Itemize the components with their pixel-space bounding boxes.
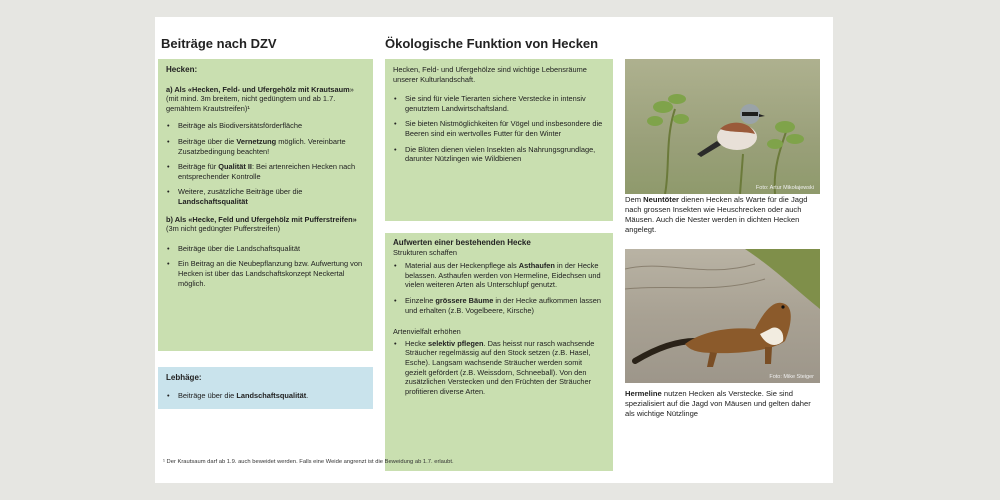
aufwerten-sub1: Strukturen schaffen	[393, 247, 457, 257]
hecken-b-list	[166, 244, 365, 288]
list-item: • Material aus der Heckenpflege als Asthaufen in der Hecke belassen. Asthaufen werden von Hermeline, Eidechsen und vielen weiteren Arten als Unterschlupf genutzt.	[393, 261, 605, 290]
shrike-caption: Dem Neuntöter dienen Hecken als Warte für die Jagd nach grossen Insekten wie Heuschrecken oder auch Mäusen. Auch die Nester werden in dichten Hecken angelegt.	[625, 195, 808, 234]
list-item: • Beiträge über die Vernetzung möglich. Vereinbarte Zusatzbedingung beachten!	[166, 137, 365, 156]
intro-text: Hecken, Feld- und Ufergehölze sind wichtige Lebensräume unserer Kulturlandschaft.	[393, 65, 587, 84]
list-item: • Beiträge über die Landschaftsqualität.	[166, 391, 365, 401]
list-item: • Beiträge über die Landschaftsqualität	[166, 244, 365, 254]
list-item: • Ein Beitrag an die Neubepflanzung bzw. Aufwertung von Hecken ist über das Landschaftskonzept Neckertal möglich.	[166, 259, 365, 288]
list-item: • Sie bieten Nistmöglichkeiten für Vögel und insbesondere die Beeren sind ein wertvolles Futter für den Winter	[393, 119, 605, 138]
hecken-option-a: a) Als «Hecken, Feld- und Ufergehölz mit Krautsaum» (mit mind. 3m breitem, nicht gedüngtem und ab 1.7. gemähtem Krautstreifen)¹	[166, 84, 354, 113]
left-title: Beiträge nach DZV	[161, 36, 277, 51]
shrike-image	[625, 59, 820, 194]
right-title: Ökologische Funktion von Hecken	[385, 36, 599, 51]
list-item: • Hecke selektiv pflegen. Das heisst nur rasch wachsende Sträucher regelmässig auf den Stock setzen (z.B. Hasel, Esche). Langsam wachsende Sträucher werden somit gezielt gefördert (z.B. Weissdorn, Schneeball). Von den zusätzlichen Verstecken und den Früchten der Sträucher profitieren diverse Arten.	[393, 339, 605, 397]
hecken-box	[158, 59, 373, 351]
list-item: • Sie sind für viele Tierarten sichere Verstecke in intensiv genutztem Landwirtschaftsland.	[393, 94, 605, 113]
photo-credit: Foto: Artur Mikołajewski	[755, 185, 814, 191]
list-item: • Einzelne grössere Bäume in der Hecke aufkommen lassen und erhalten (z.B. Vogelbeere, Kirsche)	[393, 296, 605, 315]
document-page	[155, 17, 833, 483]
lebhaege-box	[158, 367, 373, 409]
list-item: • Weitere, zusätzliche Beiträge über die Landschaftsqualität	[166, 187, 365, 206]
lebhaege-heading: Lebhäge:	[166, 373, 202, 382]
shrike-photo	[625, 59, 820, 194]
list-item: • Beiträge als Biodiversitätsförderfläche	[166, 121, 365, 131]
hecken-option-b: b) Als «Hecke, Feld und Ufergehölz mit Pufferstreifen» (3m nicht gedüngter Pufferstreifen)	[166, 214, 357, 234]
list-item: • Die Blüten dienen vielen Insekten als Nahrungsgrundlage, darunter Nützlingen wie Wildbienen	[393, 145, 605, 164]
stoat-image	[625, 249, 820, 383]
aufwerten-box	[385, 233, 613, 471]
stoat-caption: Hermeline nutzen Hecken als Verstecke. Sie sind spezialisiert auf die Jagd von Mäusen und gelten daher als wichtige Nützlinge	[625, 389, 811, 418]
photo-credit: Foto: Mike Steiger	[769, 374, 814, 380]
footnote: ¹ Der Krautsaum darf ab 1.9. auch beweidet werden. Falls eine Weide angrenzt ist die Beweidung ab 1.7. erlaubt.	[163, 459, 454, 465]
list-item: • Beiträge für Qualität II: Bei artenreichen Hecken nach entsprechender Kontrolle	[166, 162, 365, 181]
aufwerten-heading: Aufwerten einer bestehenden Hecke	[393, 238, 531, 247]
aufwerten-sub2: Artenvielfalt erhöhen	[393, 327, 461, 337]
intro-box	[385, 59, 613, 221]
hecken-a-list	[166, 121, 365, 206]
stoat-photo	[625, 249, 820, 383]
hecken-heading: Hecken:	[166, 65, 198, 74]
